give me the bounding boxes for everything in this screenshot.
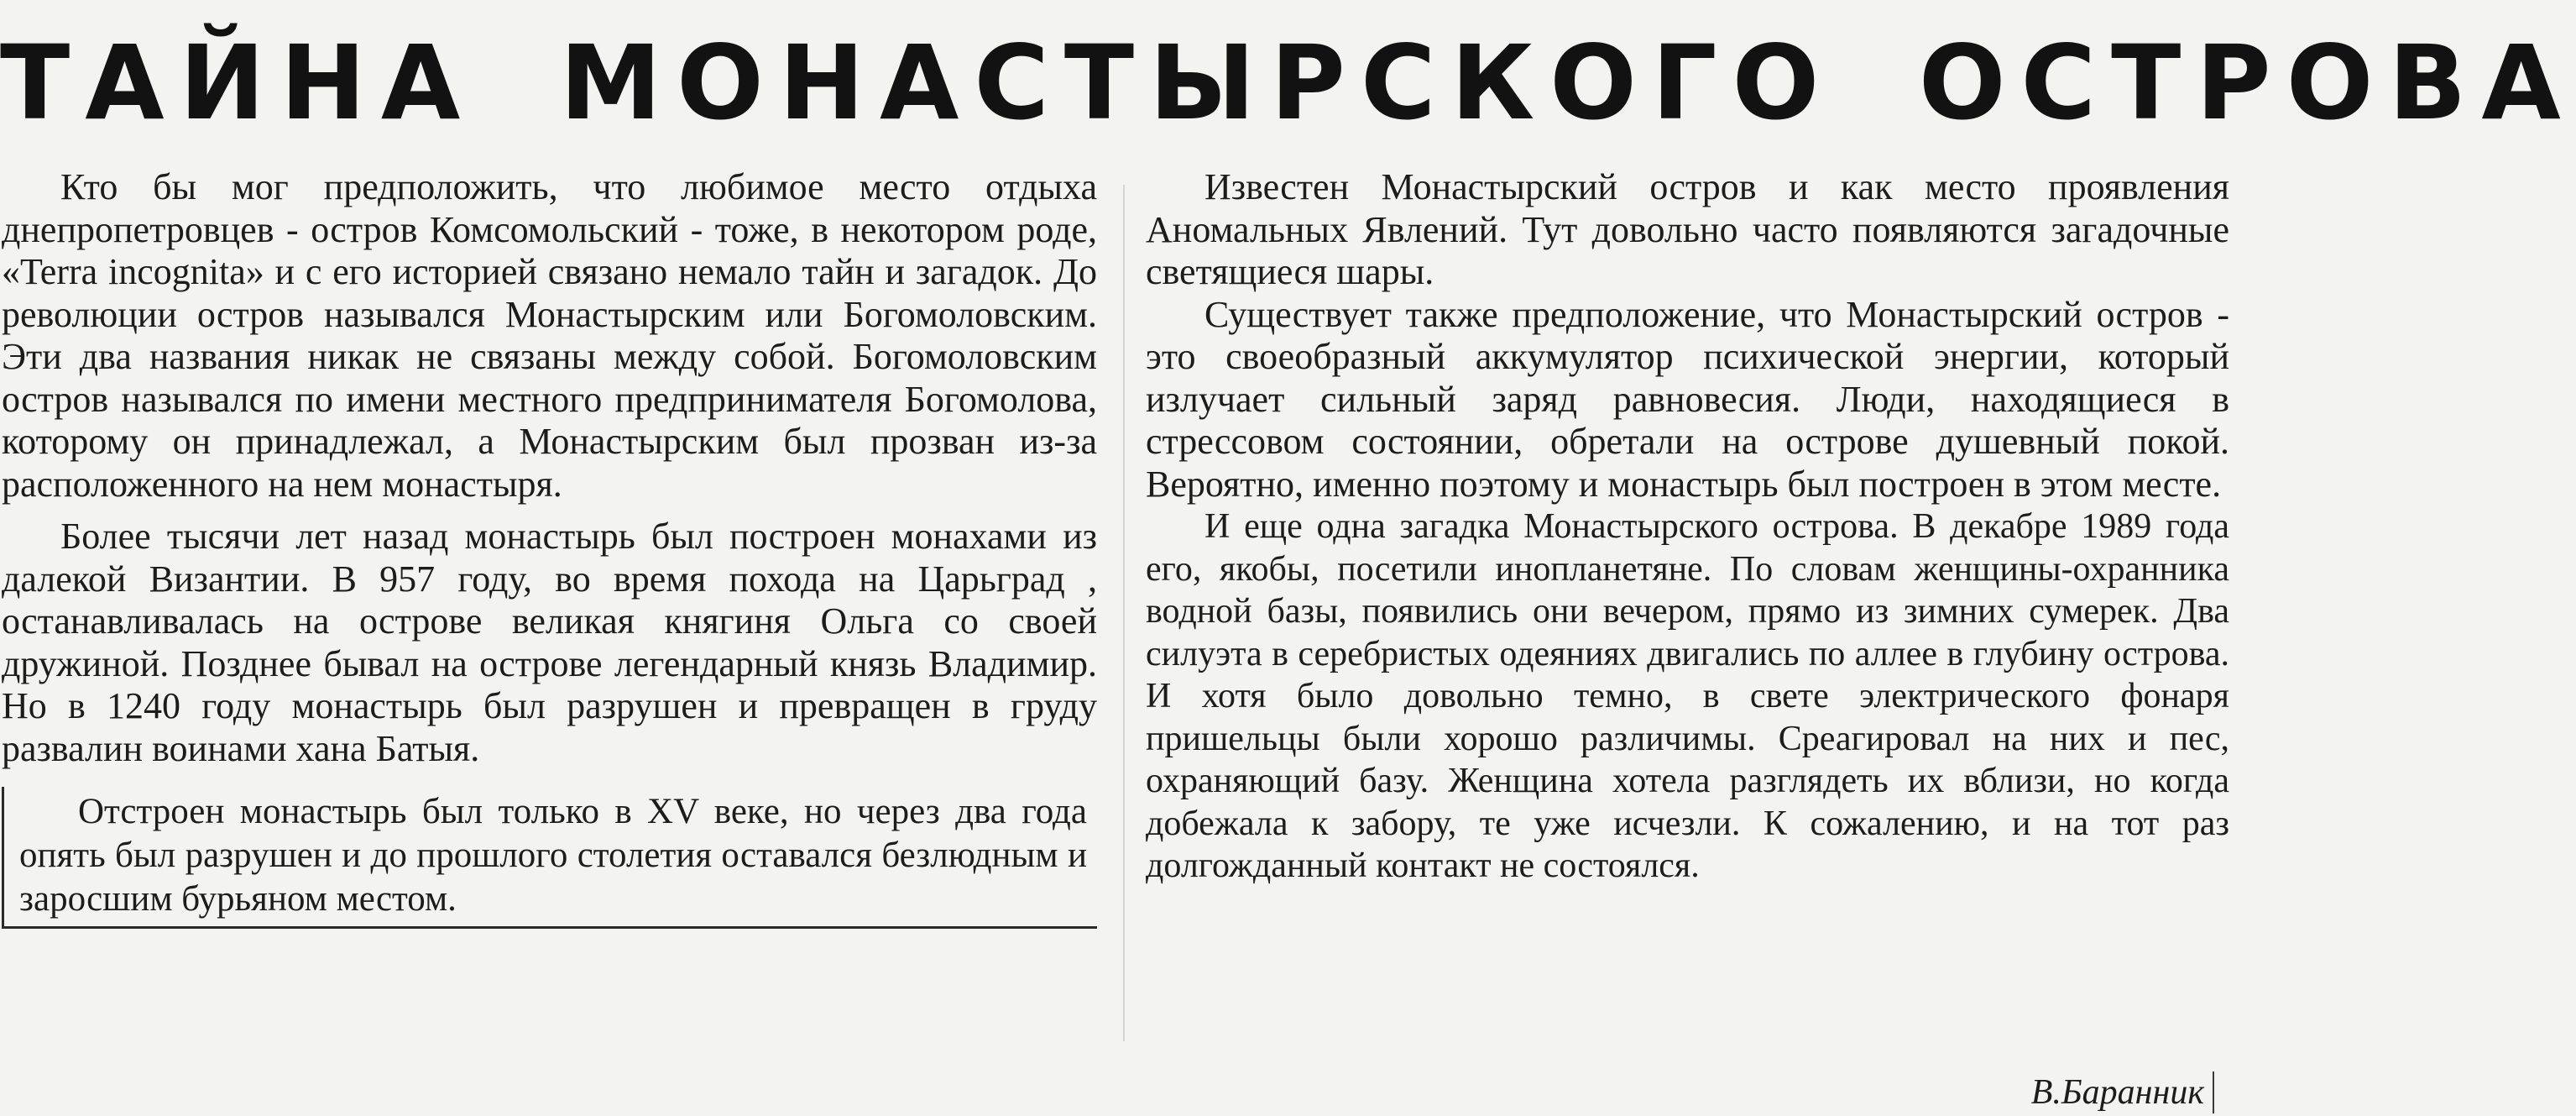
paragraph-intro: Кто бы мог предположить, что любимое место отдыха днепропетровцев - остров Комсомольский - тоже, в некотором роде, «Terra incognita» и с его историей связано немало тайн и загадок. До революции остров назывался Монастырским или Богомоловским. Эти два названия никак не связаны между собой. Богомоловским остров назывался по имени местного предпринимателя Богомолова, которому он принадлежал, а Монастырским был прозван из-за расположенного на нем монастыря. bbox=[2, 166, 1097, 505]
paragraph-rebuilt: Отстроен монастырь был только в XV веке, но через два года опять был разрушен и до прошлого столетия оставался безлюдным и заросшим бурьяном местом. bbox=[2, 787, 1097, 929]
author-signature: В.Баранник bbox=[2031, 1071, 2214, 1113]
paragraph-history: Более тысячи лет назад монастырь был построен монахами из далекой Византии. В 957 году, во время похода на Царьград , останавливалась на острове великая княгиня Ольга со своей дружиной. Позднее бывал на острове легендарный князь Владимир. Но в 1240 году монастырь был разрушен и превращен в груду развалин воинами хана Батыя. bbox=[2, 516, 1097, 769]
article-headline: ТАЙНА МОНАСТЫРСКОГО ОСТРОВА bbox=[0, 24, 2576, 143]
left-column bbox=[2, 166, 1097, 929]
right-column bbox=[1146, 166, 2229, 888]
paragraph-aliens: И еще одна загадка Монастырского острова. В декабре 1989 года его, якобы, посетили инопланетяне. По словам женщины-охранника водной базы, появились они вечером, прямо из зимних сумерек. Два силуэта в серебристых одеяниях двигались по аллее в глубину острова. И хотя было довольно темно, в свете электрического фонаря пришельцы были хорошо различимы. Среагировал на них и пес, охраняющий базу. Женщина хотела разглядеть их вблизи, но когда добежала к забору, те уже исчезли. К сожалению, и на тот раз долгожданный контакт не состоялся. bbox=[1146, 507, 2229, 885]
paragraph-anomalies: Известен Монастырский остров и как место проявления Аномальных Явлений. Тут довольно часто появляются загадочные светящиеся шары. bbox=[1146, 166, 2229, 292]
column-divider bbox=[1123, 185, 1125, 1041]
paragraph-energy: Существует также предположение, что Монастырский остров - это своеобразный аккумулятор психической энергии, который излучает сильный заряд равновесия. Люди, находящиеся в стрессовом состоянии, обретали на острове душевный покой. Вероятно, именно поэтому и монастырь был построен в этом месте. bbox=[1146, 293, 2229, 505]
